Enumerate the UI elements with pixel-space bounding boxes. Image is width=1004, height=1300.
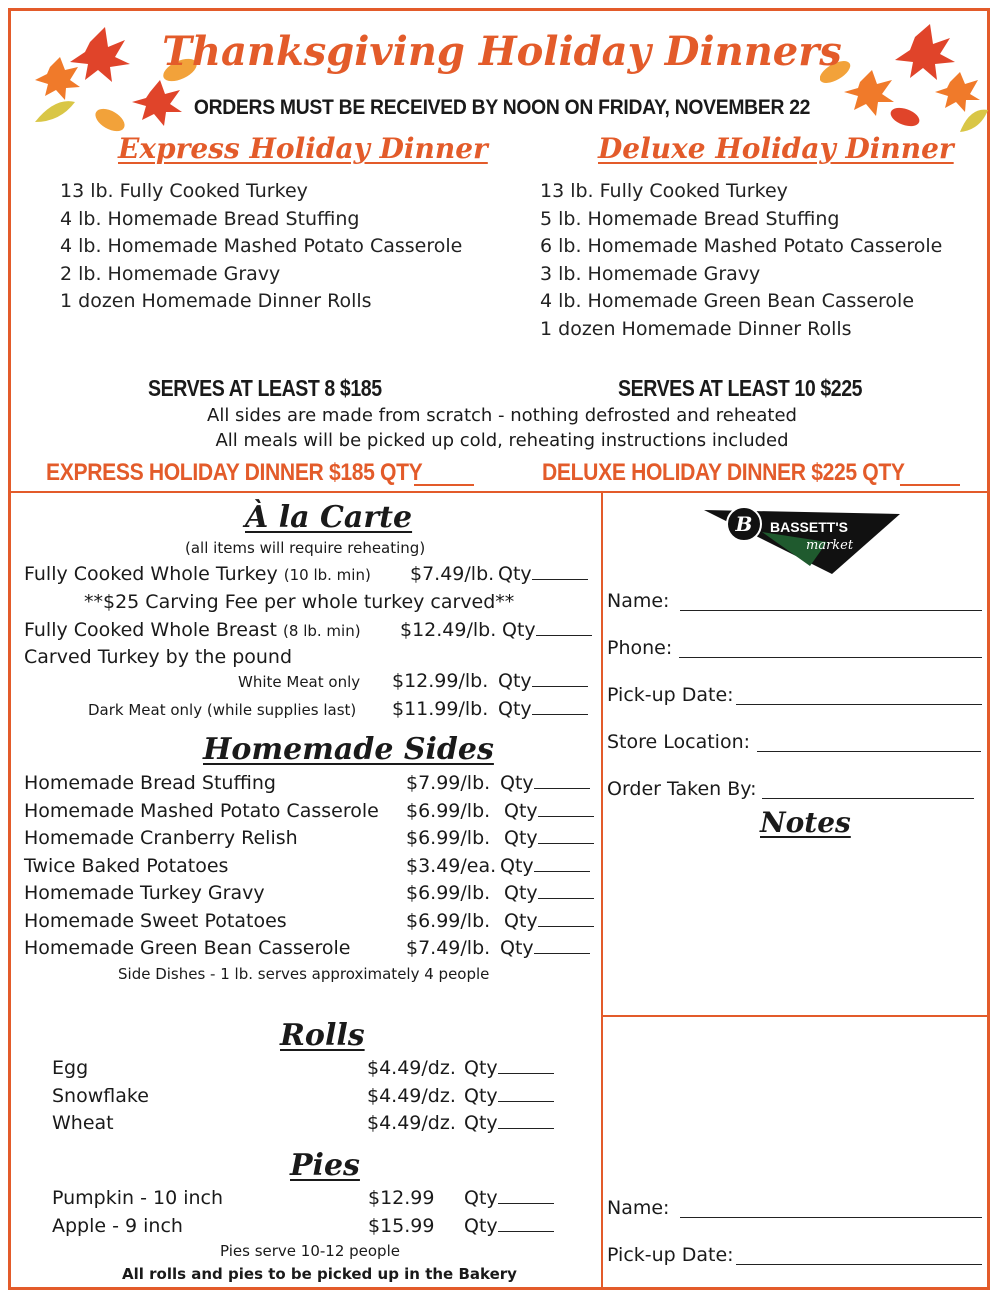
list-item: 4 lb. Homemade Green Bean Casserole bbox=[540, 290, 915, 312]
list-item: Homemade Mashed Potato Casserole $6.99/lb. Qty bbox=[24, 800, 599, 828]
list-item: Homemade Green Bean Casserole $7.49/lb. Qty bbox=[24, 937, 599, 965]
page-title: Thanksgiving Holiday Dinners bbox=[162, 28, 842, 75]
name-label: Name: bbox=[607, 590, 670, 612]
list-item: Homemade Sweet Potatoes $6.99/lb. Qty bbox=[24, 910, 599, 938]
list-item: Egg $4.49/dz. Qty bbox=[52, 1057, 572, 1085]
order-taken-by-label: Order Taken By: bbox=[607, 778, 757, 800]
deluxe-serves: SERVES AT LEAST 10 $225 bbox=[618, 375, 863, 401]
stub-name-label: Name: bbox=[607, 1197, 670, 1219]
list-item: Homemade Bread Stuffing $7.99/lb. Qty bbox=[24, 772, 599, 800]
white-meat-price: $12.99/lb. bbox=[392, 670, 489, 692]
list-item: 13 lb. Fully Cooked Turkey bbox=[60, 180, 308, 202]
list-item: 13 lb. Fully Cooked Turkey bbox=[540, 180, 788, 202]
carved-turkey-heading: Carved Turkey by the pound bbox=[24, 646, 293, 668]
pies-list bbox=[52, 1187, 572, 1243]
express-serves: SERVES AT LEAST 8 $185 bbox=[148, 375, 382, 401]
list-item: Apple - 9 inch $15.99 Qty bbox=[52, 1215, 572, 1243]
pickup-date-label: Pick-up Date: bbox=[607, 684, 734, 706]
express-qty-field[interactable] bbox=[414, 484, 474, 486]
deluxe-item-list bbox=[540, 178, 942, 343]
breast-item: Fully Cooked Whole Breast (8 lb. min) bbox=[24, 619, 361, 641]
notes-area[interactable] bbox=[610, 845, 980, 1005]
carving-fee-note: **$25 Carving Fee per whole turkey carved** bbox=[84, 591, 515, 613]
list-item: 1 dozen Homemade Dinner Rolls bbox=[540, 317, 852, 340]
turkey-price: $7.49/lb. bbox=[410, 563, 495, 585]
express-order-line: EXPRESS HOLIDAY DINNER $185 QTY bbox=[46, 459, 423, 486]
list-item: Homemade Cranberry Relish $6.99/lb. Qty bbox=[24, 827, 599, 855]
svg-text:BASSETT'S: BASSETT'S bbox=[770, 519, 849, 535]
express-heading: Express Holiday Dinner bbox=[118, 132, 488, 165]
express-item-list bbox=[60, 178, 462, 316]
stub-pickup-field[interactable] bbox=[736, 1264, 982, 1265]
sides-note: Side Dishes - 1 lb. serves approximately 4 people bbox=[118, 965, 490, 983]
list-item: 1 dozen Homemade Dinner Rolls bbox=[60, 290, 372, 312]
list-item: Snowflake $4.49/dz. Qty bbox=[52, 1085, 572, 1113]
bakery-pickup-note: All rolls and pies to be picked up in the Bakery bbox=[122, 1265, 517, 1283]
white-meat-item: White Meat only bbox=[238, 673, 361, 691]
pies-heading: Pies bbox=[290, 1148, 360, 1183]
deluxe-qty-field[interactable] bbox=[900, 484, 960, 486]
list-item: Twice Baked Potatoes $3.49/ea. Qty bbox=[24, 855, 599, 883]
list-item: Wheat $4.49/dz. Qty bbox=[52, 1112, 572, 1140]
order-taken-by-field[interactable] bbox=[762, 798, 974, 799]
order-deadline: ORDERS MUST BE RECEIVED BY NOON ON FRIDAY, NOVEMBER 22 bbox=[193, 96, 811, 119]
dark-meat-item: Dark Meat only (while supplies last) bbox=[88, 701, 357, 719]
breast-qty[interactable]: Qty bbox=[502, 619, 592, 641]
name-field[interactable] bbox=[680, 610, 982, 611]
list-item: 5 lb. Homemade Bread Stuffing bbox=[540, 207, 840, 230]
column-divider bbox=[601, 491, 603, 1287]
store-location-field[interactable] bbox=[757, 751, 981, 752]
pies-note: Pies serve 10-12 people bbox=[220, 1242, 400, 1260]
phone-label: Phone: bbox=[607, 637, 673, 659]
svg-text:market: market bbox=[806, 538, 854, 553]
list-item: 6 lb. Homemade Mashed Potato Casserole bbox=[540, 235, 943, 257]
turkey-item: Fully Cooked Whole Turkey (10 lb. min) bbox=[24, 563, 371, 585]
deluxe-heading: Deluxe Holiday Dinner bbox=[598, 132, 954, 165]
bassetts-market-logo bbox=[702, 502, 902, 580]
section-divider bbox=[10, 491, 988, 493]
list-item: 3 lb. Homemade Gravy bbox=[540, 262, 761, 285]
form-divider bbox=[603, 1015, 988, 1017]
pickup-cold-note: All meals will be picked up cold, reheating instructions included bbox=[215, 430, 789, 451]
stub-name-field[interactable] bbox=[680, 1217, 982, 1218]
sides-list bbox=[24, 772, 599, 965]
list-item: 4 lb. Homemade Bread Stuffing bbox=[60, 207, 360, 230]
turkey-qty[interactable]: Qty bbox=[498, 563, 588, 585]
dark-meat-price: $11.99/lb. bbox=[392, 698, 489, 720]
list-item: Pumpkin - 10 inch $12.99 Qty bbox=[52, 1187, 572, 1215]
rolls-list bbox=[52, 1057, 572, 1140]
svg-text:B: B bbox=[735, 512, 753, 536]
deluxe-order-line: DELUXE HOLIDAY DINNER $225 QTY bbox=[542, 459, 905, 486]
pickup-date-field[interactable] bbox=[736, 704, 982, 705]
white-meat-qty[interactable]: Qty bbox=[498, 670, 588, 692]
breast-price: $12.49/lb. bbox=[400, 619, 497, 641]
notes-heading: Notes bbox=[760, 806, 851, 839]
list-item: 2 lb. Homemade Gravy bbox=[60, 262, 281, 285]
alacarte-subnote: (all items will require reheating) bbox=[185, 539, 426, 557]
scratch-note: All sides are made from scratch - nothing defrosted and reheated bbox=[207, 405, 797, 426]
phone-field[interactable] bbox=[679, 657, 982, 658]
sides-heading: Homemade Sides bbox=[203, 732, 494, 767]
dark-meat-qty[interactable]: Qty bbox=[498, 698, 588, 720]
alacarte-heading: À la Carte bbox=[245, 500, 413, 535]
rolls-heading: Rolls bbox=[280, 1018, 365, 1053]
stub-pickup-label: Pick-up Date: bbox=[607, 1244, 734, 1266]
list-item: 4 lb. Homemade Mashed Potato Casserole bbox=[60, 235, 463, 257]
store-location-label: Store Location: bbox=[607, 731, 751, 753]
list-item: Homemade Turkey Gravy $6.99/lb. Qty bbox=[24, 882, 599, 910]
